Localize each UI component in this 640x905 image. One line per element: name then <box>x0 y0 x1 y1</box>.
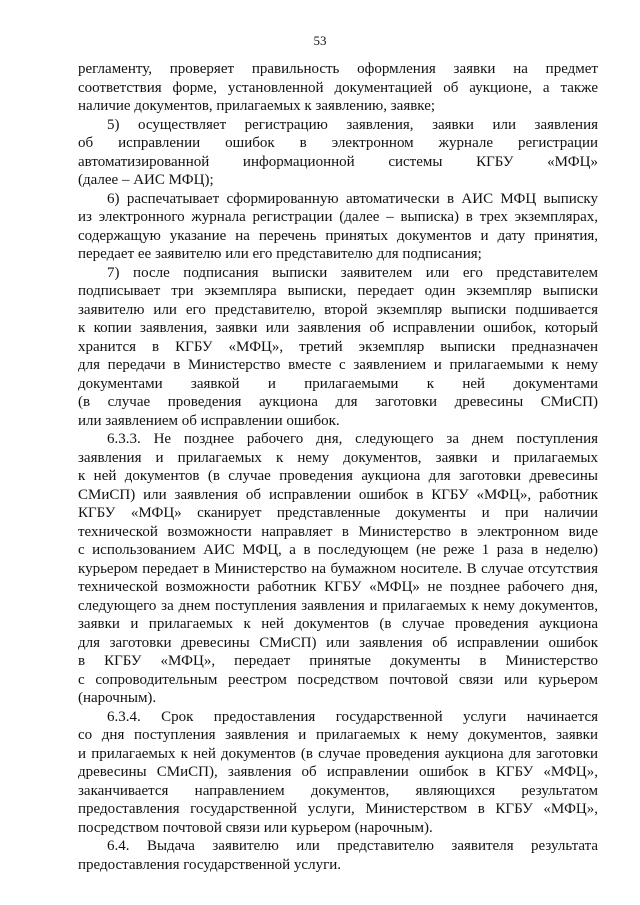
text-line: к ней документов (в случае проведения аукциона для заготовки древесины <box>78 468 598 484</box>
text-line: в КГБУ «МФЦ», передает принятые документы в Министерство <box>78 653 598 669</box>
text-line: заявителю или его представителю, второй экземпляр выписки подшивается <box>78 301 598 318</box>
text-line: с сопроводительным реестром посредством почтовой связи или курьером <box>78 671 598 688</box>
text-line: 5) осуществляет регистрацию заявления, заявки или заявления <box>107 116 598 133</box>
text-line: КГБУ «МФЦ» сканирует представленные документы и при наличии <box>78 505 598 521</box>
text-line: к копии заявления, заявки или заявления об исправлении ошибок, который <box>78 320 598 336</box>
text-line: предоставления государственной услуги. <box>78 856 342 873</box>
text-line: хранится в КГБУ «МФЦ», третий экземпляр выписки предназначен <box>78 338 598 355</box>
text-line: 7) после подписания выписки заявителем или его представителем <box>107 264 598 281</box>
text-line: 6.4. Выдача заявителю или представителю заявителя результата <box>107 838 598 854</box>
text-line: 6.3.3. Не позднее рабочего дня, следующего за днем поступления <box>107 431 598 447</box>
text-line: или заявлением об исправлении ошибок. <box>78 412 340 429</box>
text-line: для передачи в Министерство вместе с заявлением и прилагаемыми к нему <box>78 357 598 373</box>
text-line: технической возможности работник КГБУ «МФЦ» не позднее рабочего дня, <box>78 579 598 595</box>
text-line: (нарочным). <box>78 690 157 706</box>
text-line: регламенту, проверяет правильность оформления заявки на предмет <box>78 61 598 77</box>
text-line: для заготовки древесины СМиСП) или заявления об исправлении ошибок <box>78 634 598 651</box>
text-line: (в случае проведения аукциона для заготовки древесины СМиСП) <box>78 394 598 410</box>
text-line: посредством почтовой связи или курьером (нарочным). <box>78 819 433 836</box>
body-text <box>78 60 598 874</box>
text-line: документами заявкой и прилагаемыми к ней документами <box>78 375 598 392</box>
text-line: передает ее заявителю или его представителю для подписания; <box>78 246 482 262</box>
text-line: СМиСП) или заявления об исправлении ошибок в КГБУ «МФЦ», работник <box>78 486 598 503</box>
text-line: заканчивается направлением документов, являющихся результатом <box>78 782 598 799</box>
text-line: заявления и прилагаемых к нему документов, заявки и прилагаемых <box>78 449 598 466</box>
text-line: (далее – АИС МФЦ); <box>78 172 214 188</box>
text-line: наличие документов, прилагаемых к заявлению, заявке; <box>78 98 436 114</box>
text-line: со дня поступления заявления и прилагаемых к нему документов, заявки <box>78 727 598 743</box>
text-line: предоставления государственной услуги, Министерством в КГБУ «МФЦ», <box>78 801 598 817</box>
text-line: подписывает три экземпляра выписки, передает один экземпляр выписки <box>78 283 598 299</box>
text-line: из электронного журнала регистрации (далее – выписка) в трех экземплярах, <box>78 209 598 225</box>
text-line: с использованием АИС МФЦ, а в последующем (не реже 1 раза в неделю) <box>78 542 598 558</box>
text-line: древесины СМиСП), заявления об исправлении ошибок в КГБУ «МФЦ», <box>78 764 598 780</box>
text-line: и прилагаемых к ней документов (в случае проведения аукциона для заготовки <box>78 745 598 762</box>
text-line: технической возможности направляет в Министерство в электронном виде <box>78 523 598 540</box>
text-line: автоматизированной информационной системы КГБУ «МФЦ» <box>78 153 598 170</box>
text-line: заявки и прилагаемых к ней документов (в случае проведения аукциона <box>78 616 598 632</box>
text-line: соответствия форме, установленной документацией об аукционе, а также <box>78 79 598 96</box>
text-line: содержащую указание на перечень принятых документов и дату принятия, <box>78 227 598 244</box>
text-line: следующего за днем поступления заявления и прилагаемых к нему документов, <box>78 597 598 614</box>
text-line: 6) распечатывает сформированную автоматически в АИС МФЦ выписку <box>107 190 598 207</box>
page-number: 53 <box>313 33 327 48</box>
text-line: курьером передает в Министерство на бумажном носителе. В случае отсутствия <box>78 560 598 577</box>
text-line: 6.3.4. Срок предоставления государственной услуги начинается <box>107 708 598 725</box>
text-line: об исправлении ошибок в электронном журнале регистрации <box>78 135 598 151</box>
